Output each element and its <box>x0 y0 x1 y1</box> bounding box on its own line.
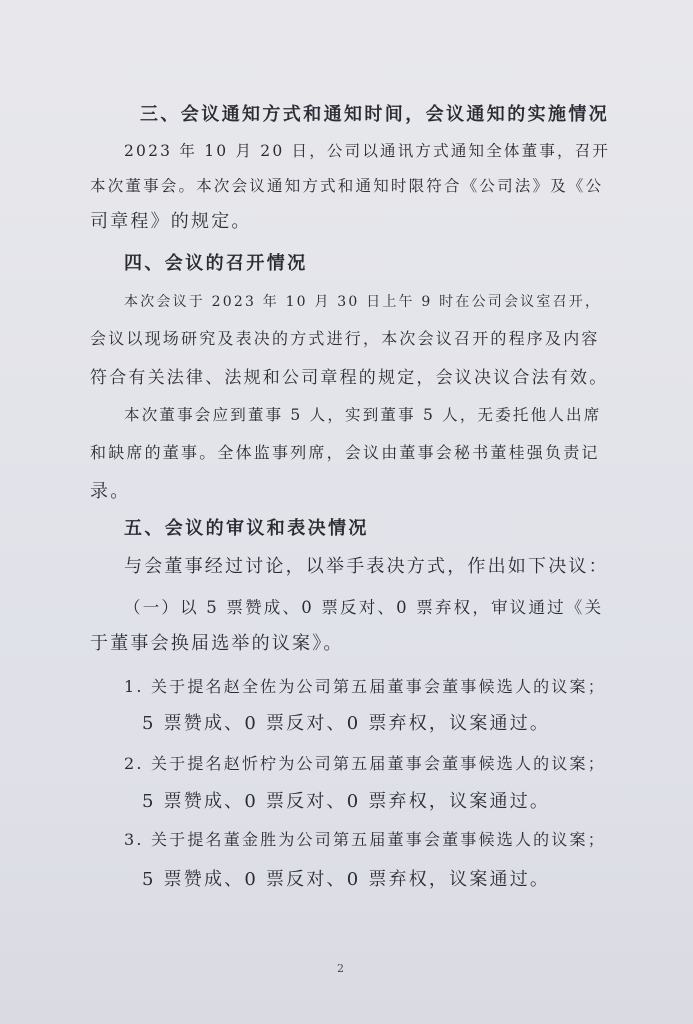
section-3-heading: 三、会议通知方式和通知时间，会议通知的实施情况 <box>140 104 610 125</box>
paragraph-line: 本次董事会。本次会议通知方式和通知时限符合《公司法》及《公 <box>90 177 604 195</box>
paragraph-line: 2023 年 10 月 20 日，公司以通讯方式通知全体董事，召开 <box>124 142 611 160</box>
page-number: 2 <box>337 962 344 975</box>
section-4-heading: 四、会议的召开情况 <box>124 253 308 274</box>
motion-item-3: 3. 关于提名董金胜为公司第五届董事会董事候选人的议案； <box>124 830 606 849</box>
motion-vote-result: 5 票赞成、0 票反对、0 票弃权，议案通过。 <box>142 791 551 812</box>
paragraph-line: 与会董事经过讨论，以举手表决方式，作出如下决议： <box>124 556 609 577</box>
resolution-line: （一）以 5 票赞成、0 票反对、0 票弃权，审议通过《关 <box>124 598 604 617</box>
motion-vote-result: 5 票赞成、0 票反对、0 票弃权，议案通过。 <box>142 869 551 890</box>
resolution-line: 于董事会换届选举的议案》。 <box>90 633 344 654</box>
motion-item-1: 1. 关于提名赵全佐为公司第五届董事会董事候选人的议案； <box>124 677 606 696</box>
motion-item-2: 2. 关于提名赵忻柠为公司第五届董事会董事候选人的议案； <box>124 754 606 773</box>
paragraph-line: 和缺席的董事。全体监事列席，会议由董事会秘书董桂强负责记 <box>90 443 600 462</box>
section-5-heading: 五、会议的审议和表决情况 <box>124 518 369 539</box>
motion-vote-result: 5 票赞成、0 票反对、0 票弃权，议案通过。 <box>142 713 551 734</box>
paragraph-line: 司章程》的规定。 <box>90 211 252 232</box>
paragraph-line: 录。 <box>90 481 131 502</box>
paragraph-line: 会议以现场研究及表决的方式进行，本次会议召开的程序及内容 <box>90 329 600 348</box>
paragraph-line: 本次会议于 2023 年 10 月 30 日上午 9 时在公司会议室召开， <box>124 294 602 310</box>
paragraph-line: 符合有关法律、法规和公司章程的规定，会议决议合法有效。 <box>90 368 609 388</box>
paragraph-line: 本次董事会应到董事 5 人，实到董事 5 人，无委托他人出席 <box>124 406 602 424</box>
